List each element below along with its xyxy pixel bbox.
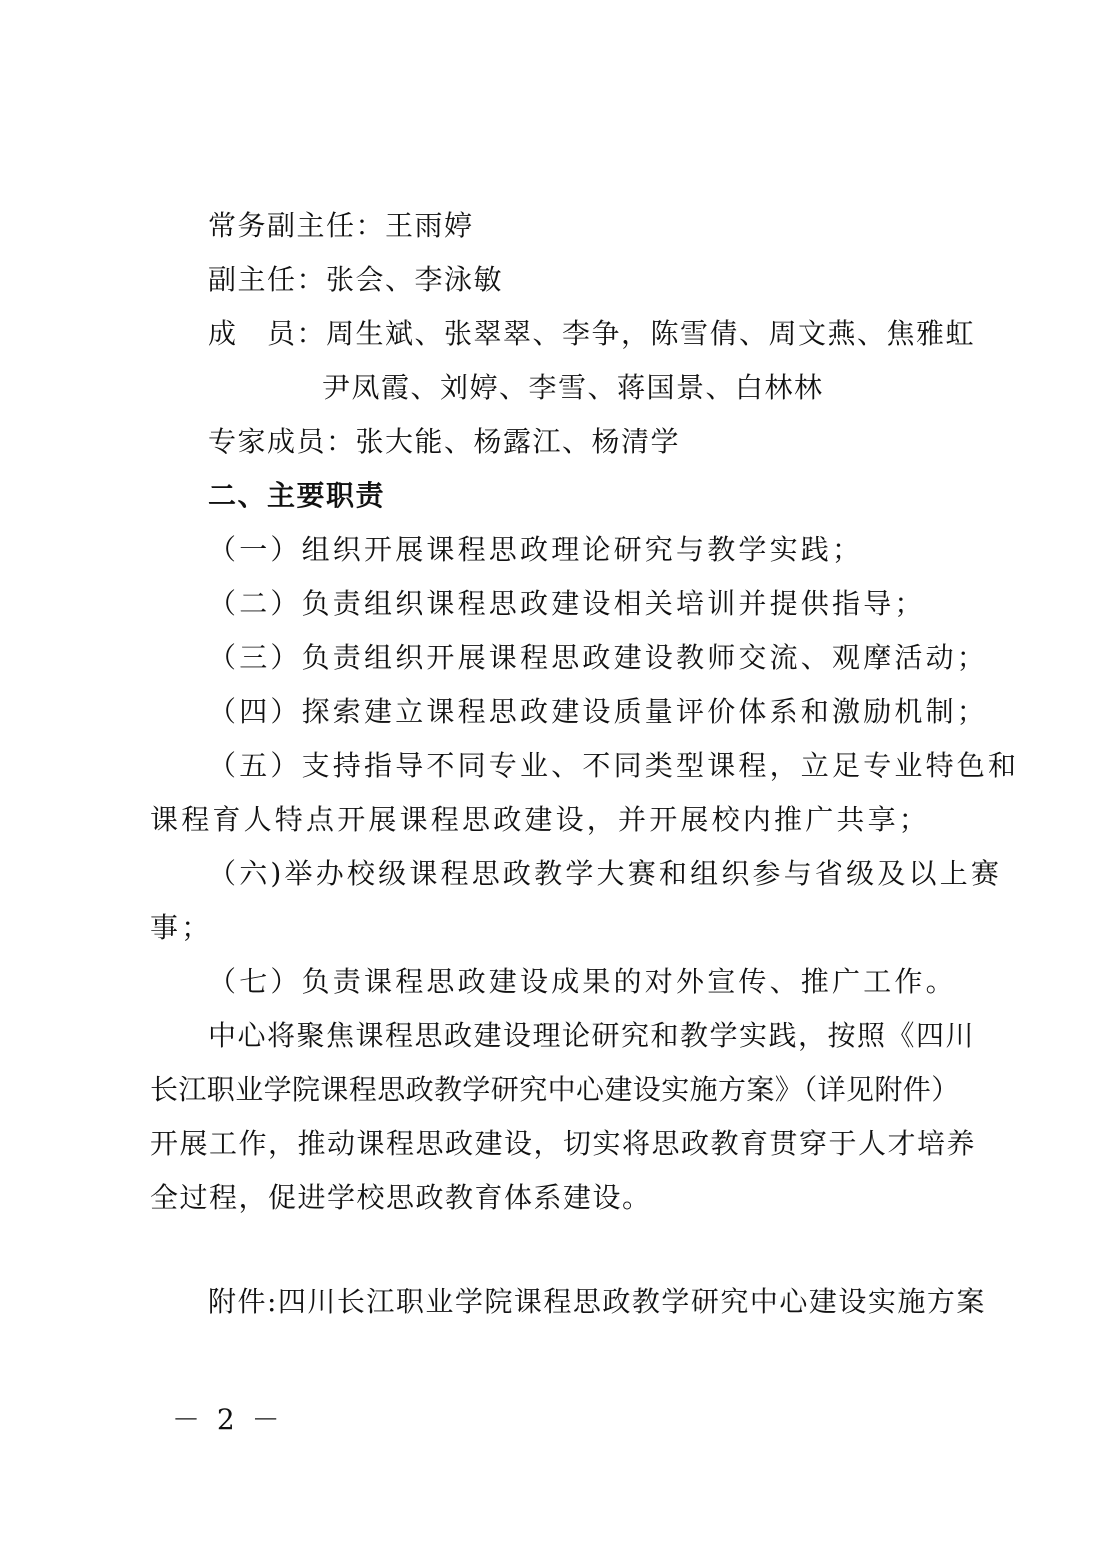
attachment-line: 附件:四川长江职业学院课程思政教学研究中心建设实施方案 xyxy=(208,1285,986,1318)
members-line-2: 尹凤霞、刘婷、李雪、蒋国景、白林林 xyxy=(322,371,824,404)
duty-item-5: （五）支持指导不同专业、不同类型课程，立足专业特色和 xyxy=(208,749,1020,782)
duty-item-6-continued: 事； xyxy=(150,911,213,944)
members-line-1: 成 员：周生斌、张翠翠、李争，陈雪倩、周文燕、焦雅虹 xyxy=(208,317,976,350)
duty-item-1: （一）组织开展课程思政理论研究与教学实践； xyxy=(208,533,864,566)
duty-item-6: （六)举办校级课程思政教学大赛和组织参与省级及以上赛 xyxy=(208,857,1003,890)
section-heading: 二、主要职责 xyxy=(208,479,386,512)
closing-paragraph-line-2: 长江职业学院课程思政教学研究中心建设实施方案》（详见附件） xyxy=(150,1073,960,1106)
duty-item-2: （二）负责组织课程思政建设相关培训并提供指导； xyxy=(208,587,926,620)
duty-item-5-continued: 课程育人特点开展课程思政建设，并开展校内推广共享； xyxy=(150,803,931,836)
vice-director-line: 副主任：张会、李泳敏 xyxy=(208,263,504,296)
duty-item-3: （三）负责组织开展课程思政建设教师交流、观摩活动； xyxy=(208,641,989,674)
closing-paragraph-line-3: 开展工作，推动课程思政建设，切实将思政教育贯穿于人才培养 xyxy=(150,1127,977,1160)
closing-paragraph-line-1: 中心将聚焦课程思政建设理论研究和教学实践，按照《四川 xyxy=(208,1019,976,1052)
duty-item-7: （七）负责课程思政建设成果的对外宣传、推广工作。 xyxy=(208,965,957,998)
expert-members-line: 专家成员：张大能、杨露江、杨清学 xyxy=(208,425,681,458)
page-number: － 2 － xyxy=(172,1403,284,1436)
closing-paragraph-line-4: 全过程，促进学校思政教育体系建设。 xyxy=(150,1181,652,1214)
duty-item-4: （四）探索建立课程思政建设质量评价体系和激励机制； xyxy=(208,695,989,728)
executive-vice-director-line: 常务副主任：王雨婷 xyxy=(208,209,474,242)
